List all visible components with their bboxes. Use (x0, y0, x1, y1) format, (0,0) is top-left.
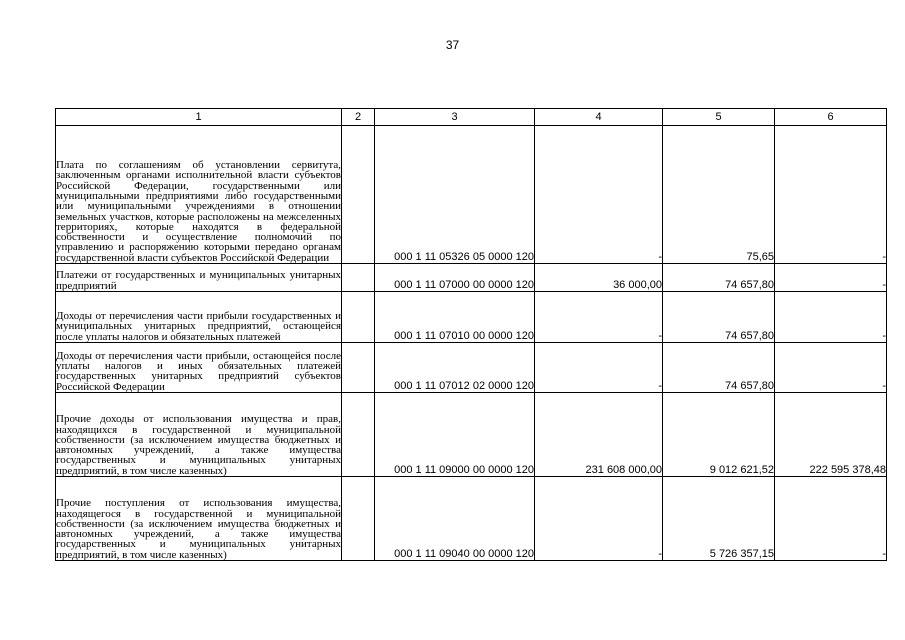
row-col6: - (775, 126, 887, 264)
column-header-4: 4 (535, 109, 663, 126)
row-name: Доходы от перечисления части прибыли государственных и муниципальных унитарных предприятий, остающейся после уплаты налогов и обязательных платежей (56, 292, 342, 343)
row-code: 000 1 11 05326 05 0000 120 (375, 126, 535, 264)
row-col4: - (535, 477, 663, 561)
row-name: Доходы от перечисления части прибыли, остающейся после уплаты налогов и иных обязательных платежей государственных унитарных предприятий субъектов Российской Федерации (56, 343, 342, 393)
column-header-2: 2 (342, 109, 375, 126)
row-col5: 5 726 357,15 (663, 477, 775, 561)
row-col4: 36 000,00 (535, 264, 663, 292)
row-code: 000 1 11 07012 02 0000 120 (375, 343, 535, 393)
row-code: 000 1 11 09000 00 0000 120 (375, 393, 535, 477)
row-code: 000 1 11 07010 00 0000 120 (375, 292, 535, 343)
row-col4: - (535, 343, 663, 393)
budget-table (55, 108, 887, 561)
row-col5: 74 657,80 (663, 292, 775, 343)
row-name: Платежи от государственных и муниципальных унитарных предприятий (56, 264, 342, 292)
row-col5: 74 657,80 (663, 343, 775, 393)
row-col6: - (775, 343, 887, 393)
table-row (56, 477, 887, 561)
table-row (56, 292, 887, 343)
column-header-5: 5 (663, 109, 775, 126)
row-col5: 9 012 621,52 (663, 393, 775, 477)
table-row (56, 126, 887, 264)
row-name: Прочие доходы от использования имущества и прав, находящихся в государственной и муниципальной собственности (за исключением имущества бюджетных и автономных учреждений, а также имущества государственных и муниципальных унитарных предприятий, в том числе казенных) (56, 393, 342, 477)
row-col4: - (535, 292, 663, 343)
column-header-3: 3 (375, 109, 535, 126)
row-col2 (342, 477, 375, 561)
row-col6: - (775, 477, 887, 561)
column-header-1: 1 (56, 109, 342, 126)
row-name: Прочие поступления от использования имущества, находящегося в государственной и муниципальной собственности (за исключением имущества бюджетных и автономных учреждений, а также имущества государственных и муниципальных унитарных предприятий, в том числе казенных) (56, 477, 342, 561)
table-row (56, 264, 887, 292)
row-col6: - (775, 292, 887, 343)
row-col2 (342, 343, 375, 393)
row-col4: - (535, 126, 663, 264)
table-row (56, 343, 887, 393)
table-header-row (56, 109, 887, 126)
row-col6: - (775, 264, 887, 292)
row-col5: 75,65 (663, 126, 775, 264)
row-col2 (342, 393, 375, 477)
column-header-6: 6 (775, 109, 887, 126)
row-col2 (342, 264, 375, 292)
row-col2 (342, 292, 375, 343)
page-number: 37 (445, 38, 460, 52)
row-name: Плата по соглашениям об установлении сервитута, заключенным органами исполнительной власти субъектов Российской Федерации, государственными или муниципальными предприятиями либо государственными или муниципальными учреждениями в отношении земельных участков, которые расположены на межселенных территориях, которые находятся в федеральной собственности и осуществление полномочий по управлению и распоряжению которыми передано органам государственной власти субъектов Российской Федерации (56, 126, 342, 264)
row-code: 000 1 11 09040 00 0000 120 (375, 477, 535, 561)
row-col6: 222 595 378,48 (775, 393, 887, 477)
row-col4: 231 608 000,00 (535, 393, 663, 477)
row-code: 000 1 11 07000 00 0000 120 (375, 264, 535, 292)
table-row (56, 393, 887, 477)
row-col2 (342, 126, 375, 264)
row-col5: 74 657,80 (663, 264, 775, 292)
